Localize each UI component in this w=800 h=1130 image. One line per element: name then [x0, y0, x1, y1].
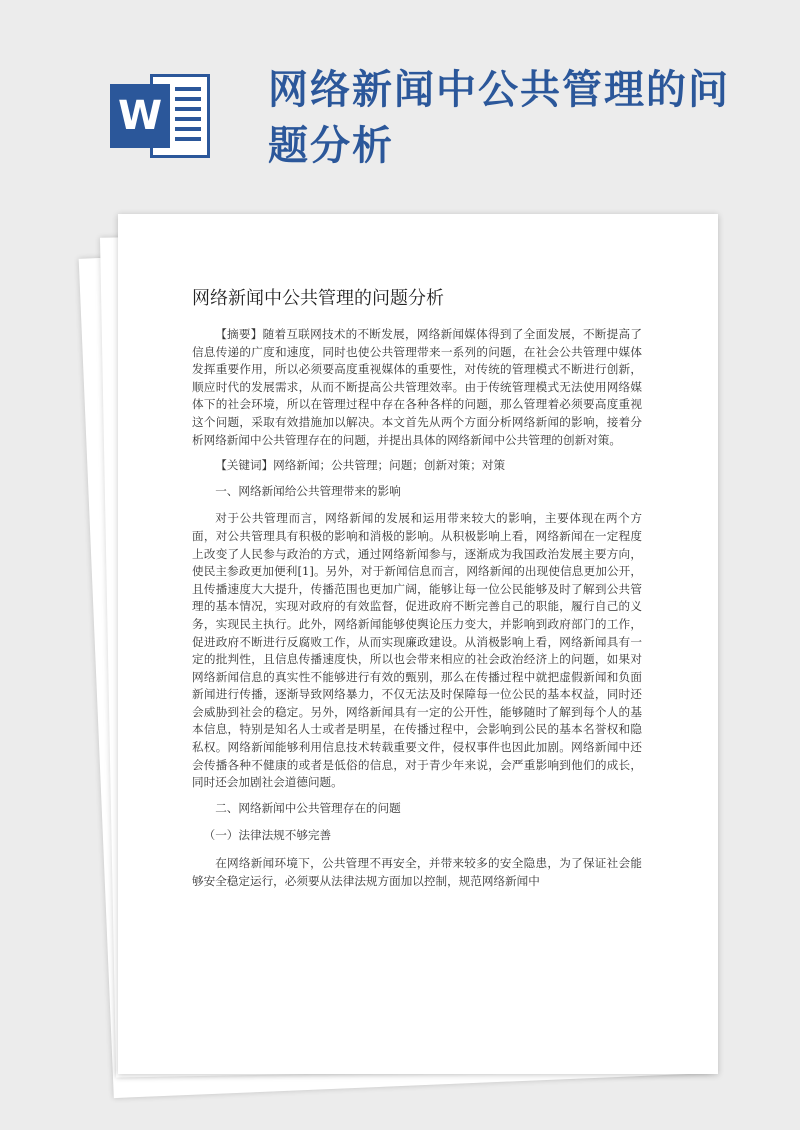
header-banner — [0, 0, 800, 210]
word-icon — [110, 70, 214, 162]
subsection-heading: （一）法律法规不够完善 — [203, 828, 332, 843]
body-paragraph: 对于公共管理而言，网络新闻的发展和运用带来较大的影响，主要体现在两个方面，对公共管理具有积极的影响和消极的影响。从积极影响上看，网络新闻在一定程度上改变了人民参与政治的方式，通过网络新闻参与，逐渐成为我国政治发展主要方向，使民主参政更加便利[1]。另外，对于新闻信息而言，网络新闻的出现使信息更加公开，且传播速度大大提升，传播范围也更加广阔，能够让每一位公民能够及时了解到公共管理的基本情况，实现对政府的有效监督，促进政府不断完善自己的职能，履行自己的义务，实现民主执行。此外，网络新闻能够使舆论压力变大，并影响到政府部门的工作，促进政府不断进行反腐败工作，从而实现廉政建设。从消极影响上看，网络新闻具有一定的批判性，且信息传播速度快，所以也会带来相应的社会政治经济上的问题，如果对网络新闻信息的真实性不能够进行有效的甄别，那么在传播过程中就把虚假新闻和负面新闻进行传播，逐渐导致网络暴力，不仅无法及时保障每一位公民的基本权益，同时还会威胁到社会的稳定。另外，网络新闻具有一定的公开性，能够随时了解到每个人的基本信息，特别是知名人士或者是明星，在传播过程中，会影响到公民的基本名誉权和隐私权。网络新闻能够利用信息技术转载重要文件，侵权事件也因此加剧。网络新闻中还会传播各种不健康的或者是低俗的信息，对于青少年来说，会严重影响到他们的成长，同时还会加剧社会道德问题。 — [192, 511, 642, 790]
word-letter-badge: W — [110, 84, 170, 148]
document-page — [118, 214, 718, 1074]
banner-title: 网络新闻中公共管理的问题分析 — [268, 67, 730, 169]
document-body — [192, 326, 642, 898]
abstract-paragraph: 【摘要】随着互联网技术的不断发展，网络新闻媒体得到了全面发展，不断提高了信息传递的广度和速度，同时也使公共管理带来一系列的问题，在社会公共管理中媒体发挥重要作用，所以必须要高度重视媒体的重要性，对传统的管理模式不断进行创新，顺应时代的发展需求，从而不断提高公共管理效率。由于传统管理模式无法使用网络媒体下的社会环境，所以在管理过程中存在各种各样的问题，那么管理着必须要高度重视这个问题，采取有效措施加以解决。本文首先从两个方面分析网络新闻的影响，接着分析网络新闻中公共管理存在的问题，并提出具体的网络新闻中公共管理的创新对策。 — [192, 327, 642, 447]
section-heading: 二、网络新闻中公共管理存在的问题 — [215, 800, 401, 815]
document-title: 网络新闻中公共管理的问题分析 — [192, 288, 444, 309]
section-heading: 一、网络新闻给公共管理带来的影响 — [215, 483, 401, 498]
keywords-paragraph: 【关键词】网络新闻；公共管理；问题；创新对策；对策 — [215, 458, 506, 473]
body-paragraph: 在网络新闻环境下，公共管理不再安全，并带来较多的安全隐患，为了保证社会能够安全稳定运行，必须要从法律法规方面加以控制，规范网络新闻中 — [192, 856, 642, 888]
